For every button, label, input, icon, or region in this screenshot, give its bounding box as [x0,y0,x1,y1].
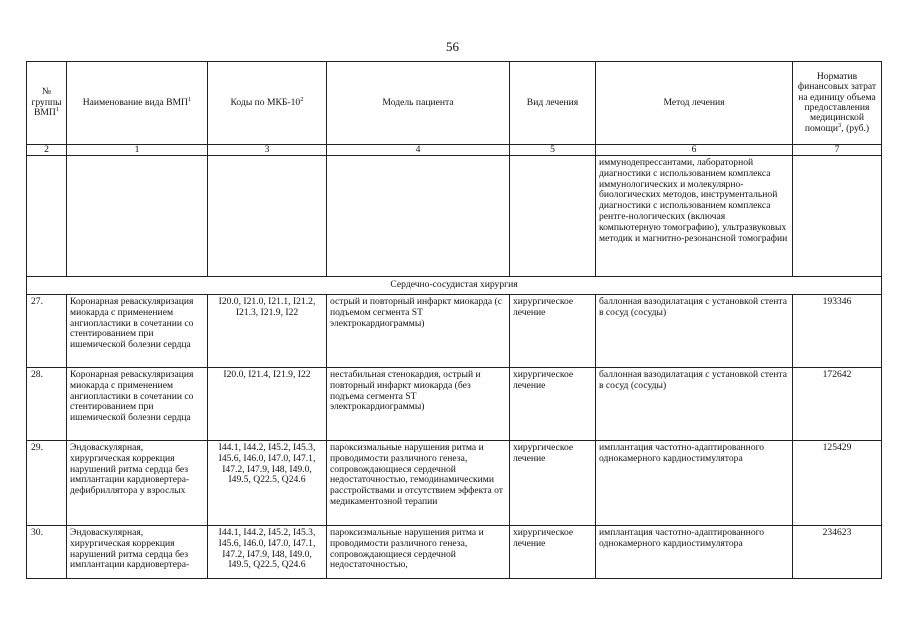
row-cost: 234623 [793,526,882,579]
vmp-table [26,61,882,579]
column-number: 7 [793,145,882,156]
row-number: 27. [27,295,67,368]
row-kind: хирургическое лечение [510,368,596,441]
header-name: Наименование вида ВМП$^1$ [67,62,208,145]
column-number: 2 [27,145,67,156]
column-number: 6 [596,145,793,156]
row-number: 29. [27,441,67,526]
column-number: 5 [510,145,596,156]
row-method: имплантация частотно-адаптированного однокамерного кардиостимулятора [596,441,793,526]
page-number: 56 [446,39,459,54]
column-number-row [27,145,882,156]
table-row [27,295,882,368]
header-codes: Коды по МКБ-$10^2$ [208,62,327,145]
continuation-row [27,156,882,277]
header-kind: Вид лечения [510,62,596,145]
row-model: пароксизмальные нарушения ритма и проводимости различного генеза, сопровождающиеся сердечной недостаточностью, гемодинамическими расстройствами и отсутствием эффекта от медикаментозной терапии [327,441,510,526]
row-cost: 125429 [793,441,882,526]
row-name: Эндоваскулярная, хирургическая коррекция нарушений ритма сердца без имплантации кардиовертера- [67,526,208,579]
row-codes: I20.0, I21.4, I21.9, I22 [208,368,327,441]
row-name: Коронарная реваскуляризация миокарда с применением ангиопластики в сочетании со стентированием при ишемической болезни сердца [67,295,208,368]
column-number: 1 [67,145,208,156]
row-kind: хирургическое лечение [510,295,596,368]
header-group-no: № группы ВМП$^1$ [27,62,67,145]
row-model: пароксизмальные нарушения ритма и проводимости различного генеза, сопровождающиеся сердечной недостаточностью, [327,526,510,579]
row-name: Эндоваскулярная, хирургическая коррекция нарушений ритма сердца без имплантации кардиовертера-дефибриллятора у взрослых [67,441,208,526]
header-cost: Норматив финансовых затрат на единицу объема предоставления медицинской помощи$^3$, (руб.) [793,62,882,145]
row-model: острый и повторный инфаркт миокарда (с подъемом сегмента ST электрокардиограммы) [327,295,510,368]
row-name: Коронарная реваскуляризация миокарда с применением ангиопластики в сочетании со стентированием при ишемической болезни сердца [67,368,208,441]
row-number: 30. [27,526,67,579]
row-cost: 172642 [793,368,882,441]
row-cost: 193346 [793,295,882,368]
table-row [27,526,882,579]
header-row [27,62,882,145]
header-method: Метод лечения [596,62,793,145]
section-row [27,277,882,295]
continuation-method: иммунодепрессантами, лабораторной диагностики с использованием комплекса иммунологических и молекулярно-биологических методов, инструментальной диагностики с использованием комплекса рентге-нологических (включая компьютерную томографию), ультразвуковых методик и магнитно-резонансной томографии [596,156,793,277]
row-codes: I44.1, I44.2, I45.2, I45.3, I45.6, I46.0, I47.0, I47.1, I47.2, I47.9, I48, I49.0, I49.5, Q22.5, Q24.6 [208,526,327,579]
row-method: баллонная вазодилатация с установкой стента в сосуд (сосуды) [596,295,793,368]
row-codes: I20.0, I21.0, I21.1, I21.2, I21.3, I21.9, I22 [208,295,327,368]
row-kind: хирургическое лечение [510,441,596,526]
column-number: 3 [208,145,327,156]
row-kind: хирургическое лечение [510,526,596,579]
row-model: нестабильная стенокардия, острый и повторный инфаркт миокарда (без подъема сегмента ST электрокардиограммы) [327,368,510,441]
table-row [27,441,882,526]
section-title: Сердечно-сосудистая хирургия [27,277,882,295]
row-method: баллонная вазодилатация с установкой стента в сосуд (сосуды) [596,368,793,441]
row-number: 28. [27,368,67,441]
row-method: имплантация частотно-адаптированного однокамерного кардиостимулятора [596,526,793,579]
column-number: 4 [327,145,510,156]
table-row [27,368,882,441]
header-model: Модель пациента [327,62,510,145]
row-codes: I44.1, I44.2, I45.2, I45.3, I45.6, I46.0, I47.0, I47.1, I47.2, I47.9, I48, I49.0, I49.5, Q22.5, Q24.6 [208,441,327,526]
